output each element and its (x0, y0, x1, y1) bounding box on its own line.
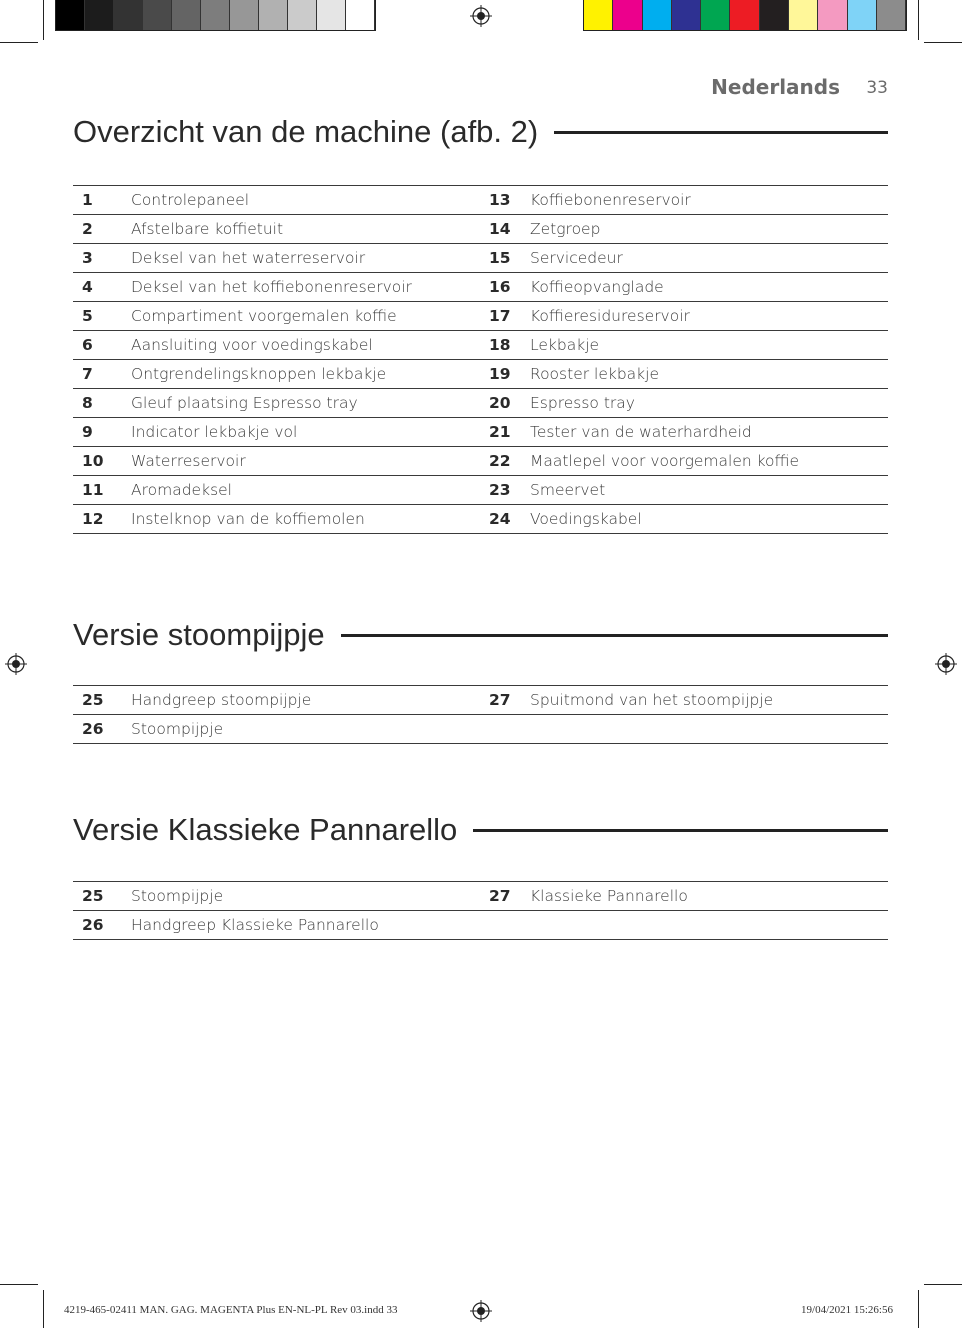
section-title-overview (73, 114, 888, 150)
table-row (73, 215, 888, 244)
title-rule (473, 829, 888, 832)
gray-calibration-bars (55, 0, 376, 31)
table-row (73, 715, 888, 744)
part-number: 24 (489, 505, 530, 534)
color-swatch (143, 0, 172, 30)
part-label: Voedingskabel (530, 505, 888, 534)
color-swatch (613, 0, 642, 30)
color-swatch (56, 0, 85, 30)
registration-mark-icon (470, 5, 492, 27)
part-number: 2 (73, 215, 131, 244)
part-label: Stoompijpje (131, 715, 489, 744)
crop-mark (924, 1284, 962, 1285)
part-number: 13 (489, 186, 530, 215)
table-row (73, 273, 888, 302)
parts-table-pannarello (73, 881, 888, 940)
part-label: Handgreep Klassieke Pannarello (131, 911, 489, 940)
color-swatch (230, 0, 259, 30)
part-label: Maatlepel voor voorgemalen koffie (530, 447, 888, 476)
part-number: 18 (489, 331, 530, 360)
table-row (73, 244, 888, 273)
color-swatch (85, 0, 114, 30)
title-rule (341, 634, 888, 637)
color-swatch (259, 0, 288, 30)
part-label: Deksel van het koffiebonenreservoir (131, 273, 489, 302)
crop-mark (924, 42, 962, 43)
part-label: Rooster lekbakje (530, 360, 888, 389)
part-number: 8 (73, 389, 131, 418)
part-number: 3 (73, 244, 131, 273)
color-swatch (672, 0, 701, 30)
crop-mark (918, 0, 919, 40)
part-number: 23 (489, 476, 530, 505)
part-number: 4 (73, 273, 131, 302)
table-row (73, 186, 888, 215)
parts-table-overview (73, 185, 888, 534)
crop-mark (918, 1290, 919, 1328)
part-number: 25 (73, 882, 131, 911)
part-number: 17 (489, 302, 530, 331)
part-label (530, 715, 888, 744)
part-number: 5 (73, 302, 131, 331)
part-label: Tester van de waterhardheid (530, 418, 888, 447)
part-label: Instelknop van de koffiemolen (131, 505, 489, 534)
part-number: 7 (73, 360, 131, 389)
table-row (73, 882, 888, 911)
part-label: Aromadeksel (131, 476, 489, 505)
page-number: 33 (866, 78, 888, 98)
part-number (489, 715, 530, 744)
color-swatch (848, 0, 877, 30)
section-title-pannarello (73, 812, 888, 848)
color-swatch (172, 0, 201, 30)
section-title-text: Versie stoompijpje (73, 617, 325, 652)
table-row (73, 911, 888, 940)
header-language: Nederlands (711, 75, 840, 99)
part-label: Koffiebonenreservoir (530, 186, 888, 215)
part-number: 27 (489, 686, 530, 715)
part-number: 26 (73, 911, 131, 940)
part-label: Smeervet (530, 476, 888, 505)
color-swatch (114, 0, 143, 30)
color-swatch (346, 0, 375, 30)
table-row (73, 389, 888, 418)
color-swatch (201, 0, 230, 30)
registration-mark-icon (935, 653, 957, 675)
part-label: Waterreservoir (131, 447, 489, 476)
part-label: Indicator lekbakje vol (131, 418, 489, 447)
table-row (73, 447, 888, 476)
color-swatch (288, 0, 317, 30)
part-number: 12 (73, 505, 131, 534)
part-label: Spuitmond van het stoompijpje (530, 686, 888, 715)
part-label (530, 911, 888, 940)
color-swatch (643, 0, 672, 30)
footer-file-info: 4219-465-02411 MAN. GAG. MAGENTA Plus EN-NL-PL Rev 03.indd 33 (64, 1304, 398, 1316)
part-number (489, 911, 530, 940)
table-row (73, 418, 888, 447)
part-number: 16 (489, 273, 530, 302)
part-label: Compartiment voorgemalen koffie (131, 302, 489, 331)
part-number: 1 (73, 186, 131, 215)
color-swatch (317, 0, 346, 30)
color-swatch (730, 0, 759, 30)
part-label: Deksel van het waterreservoir (131, 244, 489, 273)
part-label: Zetgroep (530, 215, 888, 244)
part-number: 11 (73, 476, 131, 505)
part-number: 20 (489, 389, 530, 418)
section-title-steam (73, 617, 888, 653)
part-label: Servicedeur (530, 244, 888, 273)
part-number: 10 (73, 447, 131, 476)
registration-mark-icon (5, 653, 27, 675)
table-row (73, 302, 888, 331)
table-row (73, 505, 888, 534)
part-number: 9 (73, 418, 131, 447)
parts-table-steam (73, 685, 888, 744)
footer-timestamp: 19/04/2021 15:26:56 (801, 1304, 893, 1316)
part-number: 25 (73, 686, 131, 715)
part-label: Aansluiting voor voedingskabel (131, 331, 489, 360)
part-label: Koffieopvanglade (530, 273, 888, 302)
part-number: 26 (73, 715, 131, 744)
table-row (73, 360, 888, 389)
table-row (73, 331, 888, 360)
part-label: Ontgrendelingsknoppen lekbakje (131, 360, 489, 389)
part-number: 21 (489, 418, 530, 447)
part-label: Handgreep stoompijpje (131, 686, 489, 715)
section-title-text: Versie Klassieke Pannarello (73, 812, 458, 847)
color-calibration-bars (583, 0, 907, 31)
part-number: 15 (489, 244, 530, 273)
part-number: 22 (489, 447, 530, 476)
crop-mark (0, 1284, 38, 1285)
part-label: Klassieke Pannarello (530, 882, 888, 911)
color-swatch (584, 0, 613, 30)
part-label: Koffieresidureservoir (530, 302, 888, 331)
part-label: Gleuf plaatsing Espresso tray (131, 389, 489, 418)
part-number: 14 (489, 215, 530, 244)
part-label: Espresso tray (530, 389, 888, 418)
title-rule (554, 131, 888, 134)
part-number: 19 (489, 360, 530, 389)
part-number: 27 (489, 882, 530, 911)
color-swatch (760, 0, 789, 30)
color-swatch (877, 0, 906, 30)
section-title-text: Overzicht van de machine (afb. 2) (73, 114, 539, 149)
color-swatch (789, 0, 818, 30)
registration-mark-icon (470, 1300, 492, 1322)
part-label: Controlepaneel (131, 186, 489, 215)
crop-mark (43, 0, 44, 40)
part-number: 6 (73, 331, 131, 360)
part-label: Stoompijpje (131, 882, 489, 911)
table-row (73, 476, 888, 505)
color-swatch (818, 0, 847, 30)
part-label: Afstelbare koffietuit (131, 215, 489, 244)
crop-mark (43, 1290, 44, 1328)
table-row (73, 686, 888, 715)
color-swatch (701, 0, 730, 30)
part-label: Lekbakje (530, 331, 888, 360)
crop-mark (0, 42, 38, 43)
